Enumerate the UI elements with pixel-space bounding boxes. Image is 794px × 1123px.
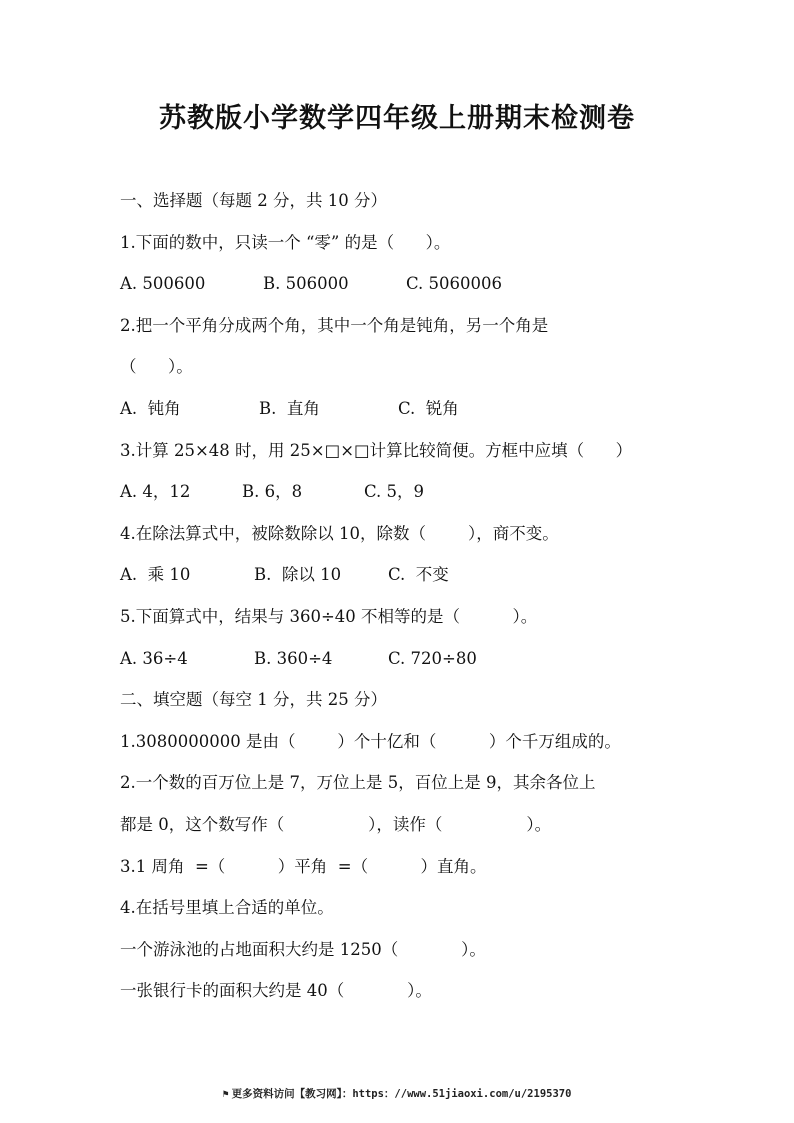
option-c: C. 5，9 xyxy=(364,482,425,502)
question-5-options xyxy=(120,644,700,686)
option-b: B. 506000 xyxy=(263,274,349,294)
fill-question-line: 一张银行卡的面积大约是 40（ ）。 xyxy=(120,981,432,1001)
fill-question-line: 4.在括号里填上合适的单位。 xyxy=(120,898,334,918)
option-a: A. 4，12 xyxy=(120,482,191,502)
fill-question-line: 3.1 周角 =（ ）平角 =（ ）直角。 xyxy=(120,856,487,876)
option-a: A. 钝角 xyxy=(120,398,181,418)
question-3-options xyxy=(120,477,700,519)
option-a: A. 乘 10 xyxy=(120,565,191,585)
option-c: C. 5060006 xyxy=(406,274,503,294)
question-1: 1.下面的数中，只读一个 “零” 的是（ ）。 xyxy=(120,232,451,252)
option-c: C. 不变 xyxy=(388,565,449,585)
section-heading-fill: 二、填空题（每空 1 分，共 25 分） xyxy=(120,690,387,710)
option-b: B. 直角 xyxy=(259,398,320,418)
question-3: 3.计算 25×48 时，用 25×□×□计算比较简便。方框中应填（ ） xyxy=(120,440,633,460)
question-2: 2.把一个平角分成两个角，其中一个角是钝角，另一个角是 xyxy=(120,315,549,335)
fill-question-line: 2.一个数的百万位上是 7，万位上是 5，百位上是 9，其余各位上 xyxy=(120,773,596,793)
option-a: A. 500600 xyxy=(120,274,206,294)
option-a: A. 36÷4 xyxy=(120,648,188,668)
section-heading-choice: 一、选择题（每题 2 分，共 10 分） xyxy=(120,191,387,210)
option-b: B. 6，8 xyxy=(242,482,303,502)
question-2-options xyxy=(120,394,700,436)
option-b: B. 除以 10 xyxy=(254,565,342,585)
option-c: C. 720÷80 xyxy=(388,648,477,668)
exam-content xyxy=(120,186,700,1018)
question-1-options xyxy=(120,269,700,311)
question-4-options xyxy=(120,560,700,602)
fill-question-line: 都是 0，这个数写作（ ），读作（ ）。 xyxy=(120,814,552,834)
option-b: B. 360÷4 xyxy=(254,648,333,668)
question-4: 4.在除法算式中，被除数除以 10，除数（ ），商不变。 xyxy=(120,523,559,543)
question-5: 5.下面算式中，结果与 360÷40 不相等的是（ ）。 xyxy=(120,606,538,626)
page-title: 苏教版小学数学四年级上册期末检测卷 xyxy=(159,103,635,134)
flag-icon: ⚑ xyxy=(222,1089,229,1100)
option-c: C. 锐角 xyxy=(398,398,459,418)
footer xyxy=(0,1086,794,1101)
fill-question-line: 一个游泳池的占地面积大约是 1250（ ）。 xyxy=(120,939,486,959)
footer-link-text[interactable]: 更多资料访问【教习网】：https：//www.51jiaoxi.com/u/2195370 xyxy=(231,1088,572,1100)
fill-question-line: 1.3080000000 是由（ ）个十亿和（ ）个千万组成的。 xyxy=(120,731,621,751)
question-2-continued: （ ）。 xyxy=(120,357,193,377)
